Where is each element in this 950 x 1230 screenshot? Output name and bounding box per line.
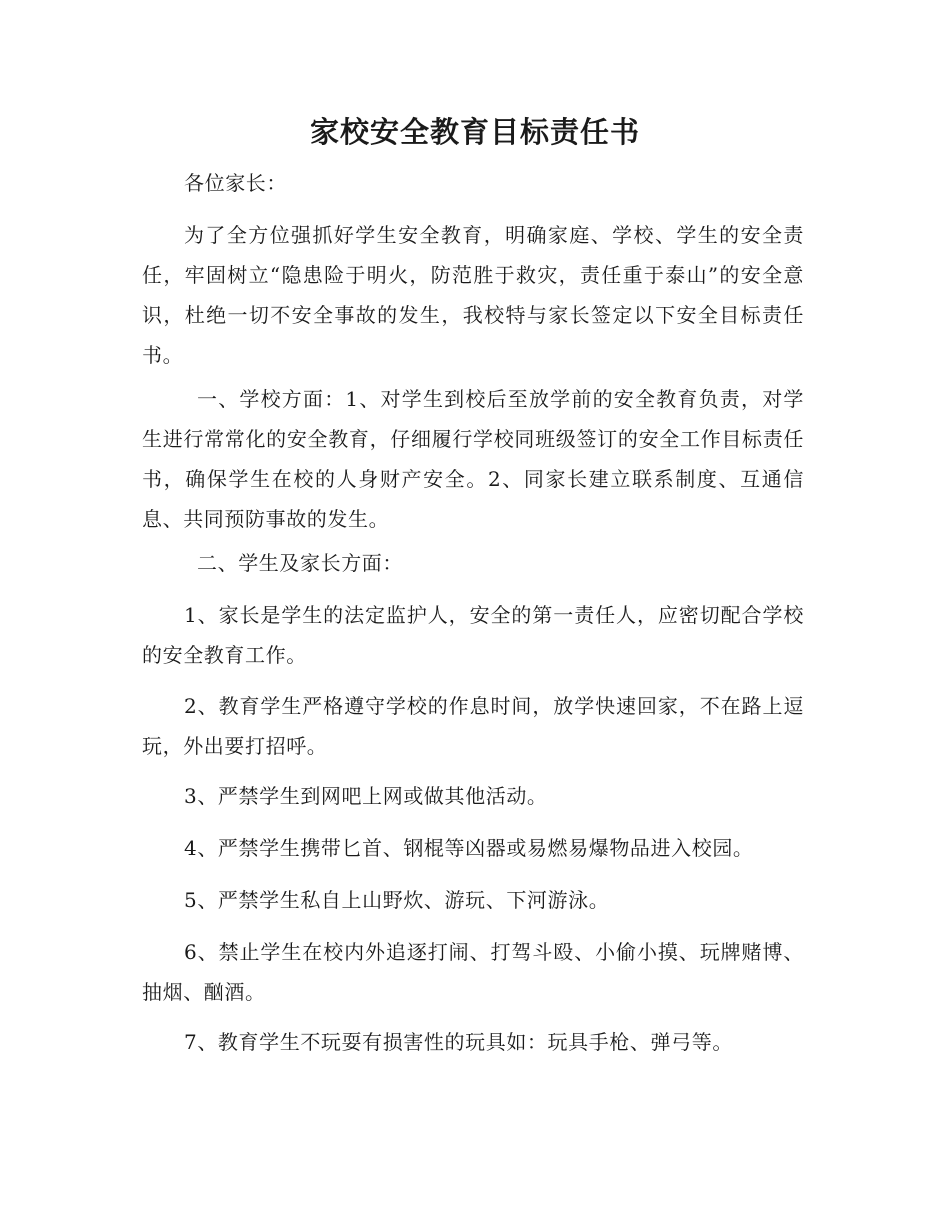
list-item: 2、教育学生严格遵守学校的作息时间，放学快速回家，不在路上逗玩，外出要打招呼。 [142, 694, 804, 758]
list-item: 3、严禁学生到网吧上网或做其他活动。 [184, 784, 548, 808]
intro-paragraph: 为了全方位强抓好学生安全教育，明确家庭、学校、学生的安全责任，牢固树立“隐患险于明火，防范胜于救灾，责任重于泰山”的安全意识，杜绝一切不安全事故的发生，我校特与家长签定以下安全目标责任书。 [142, 223, 804, 367]
section-school: 一、学校方面：1、对学生到校后至放学前的安全教育负责，对学生进行常常化的安全教育，仔细履行学校同班级签订的安全工作目标责任书，确保学生在校的人身财产安全。2、同家长建立联系制度、互通信息、共同预防事故的发生。 [142, 387, 804, 531]
list-item: 6、禁止学生在校内外追逐打闹、打驾斗殴、小偷小摸、玩牌赌博、抽烟、酗酒。 [142, 940, 804, 1004]
section-students-parents-heading: 二、学生及家长方面： [197, 551, 403, 575]
list-item: 4、严禁学生携带匕首、钢棍等凶器或易燃易爆物品进入校园。 [184, 836, 754, 860]
list-item: 7、教育学生不玩耍有损害性的玩具如：玩具手枪、弹弓等。 [184, 1030, 733, 1054]
list-item: 5、严禁学生私自上山野炊、游玩、下河游泳。 [184, 888, 610, 912]
list-item: 1、家长是学生的法定监护人，安全的第一责任人，应密切配合学校的安全教育工作。 [142, 603, 804, 667]
salutation: 各位家长： [184, 171, 287, 195]
document-title: 家校安全教育目标责任书 [309, 115, 640, 149]
